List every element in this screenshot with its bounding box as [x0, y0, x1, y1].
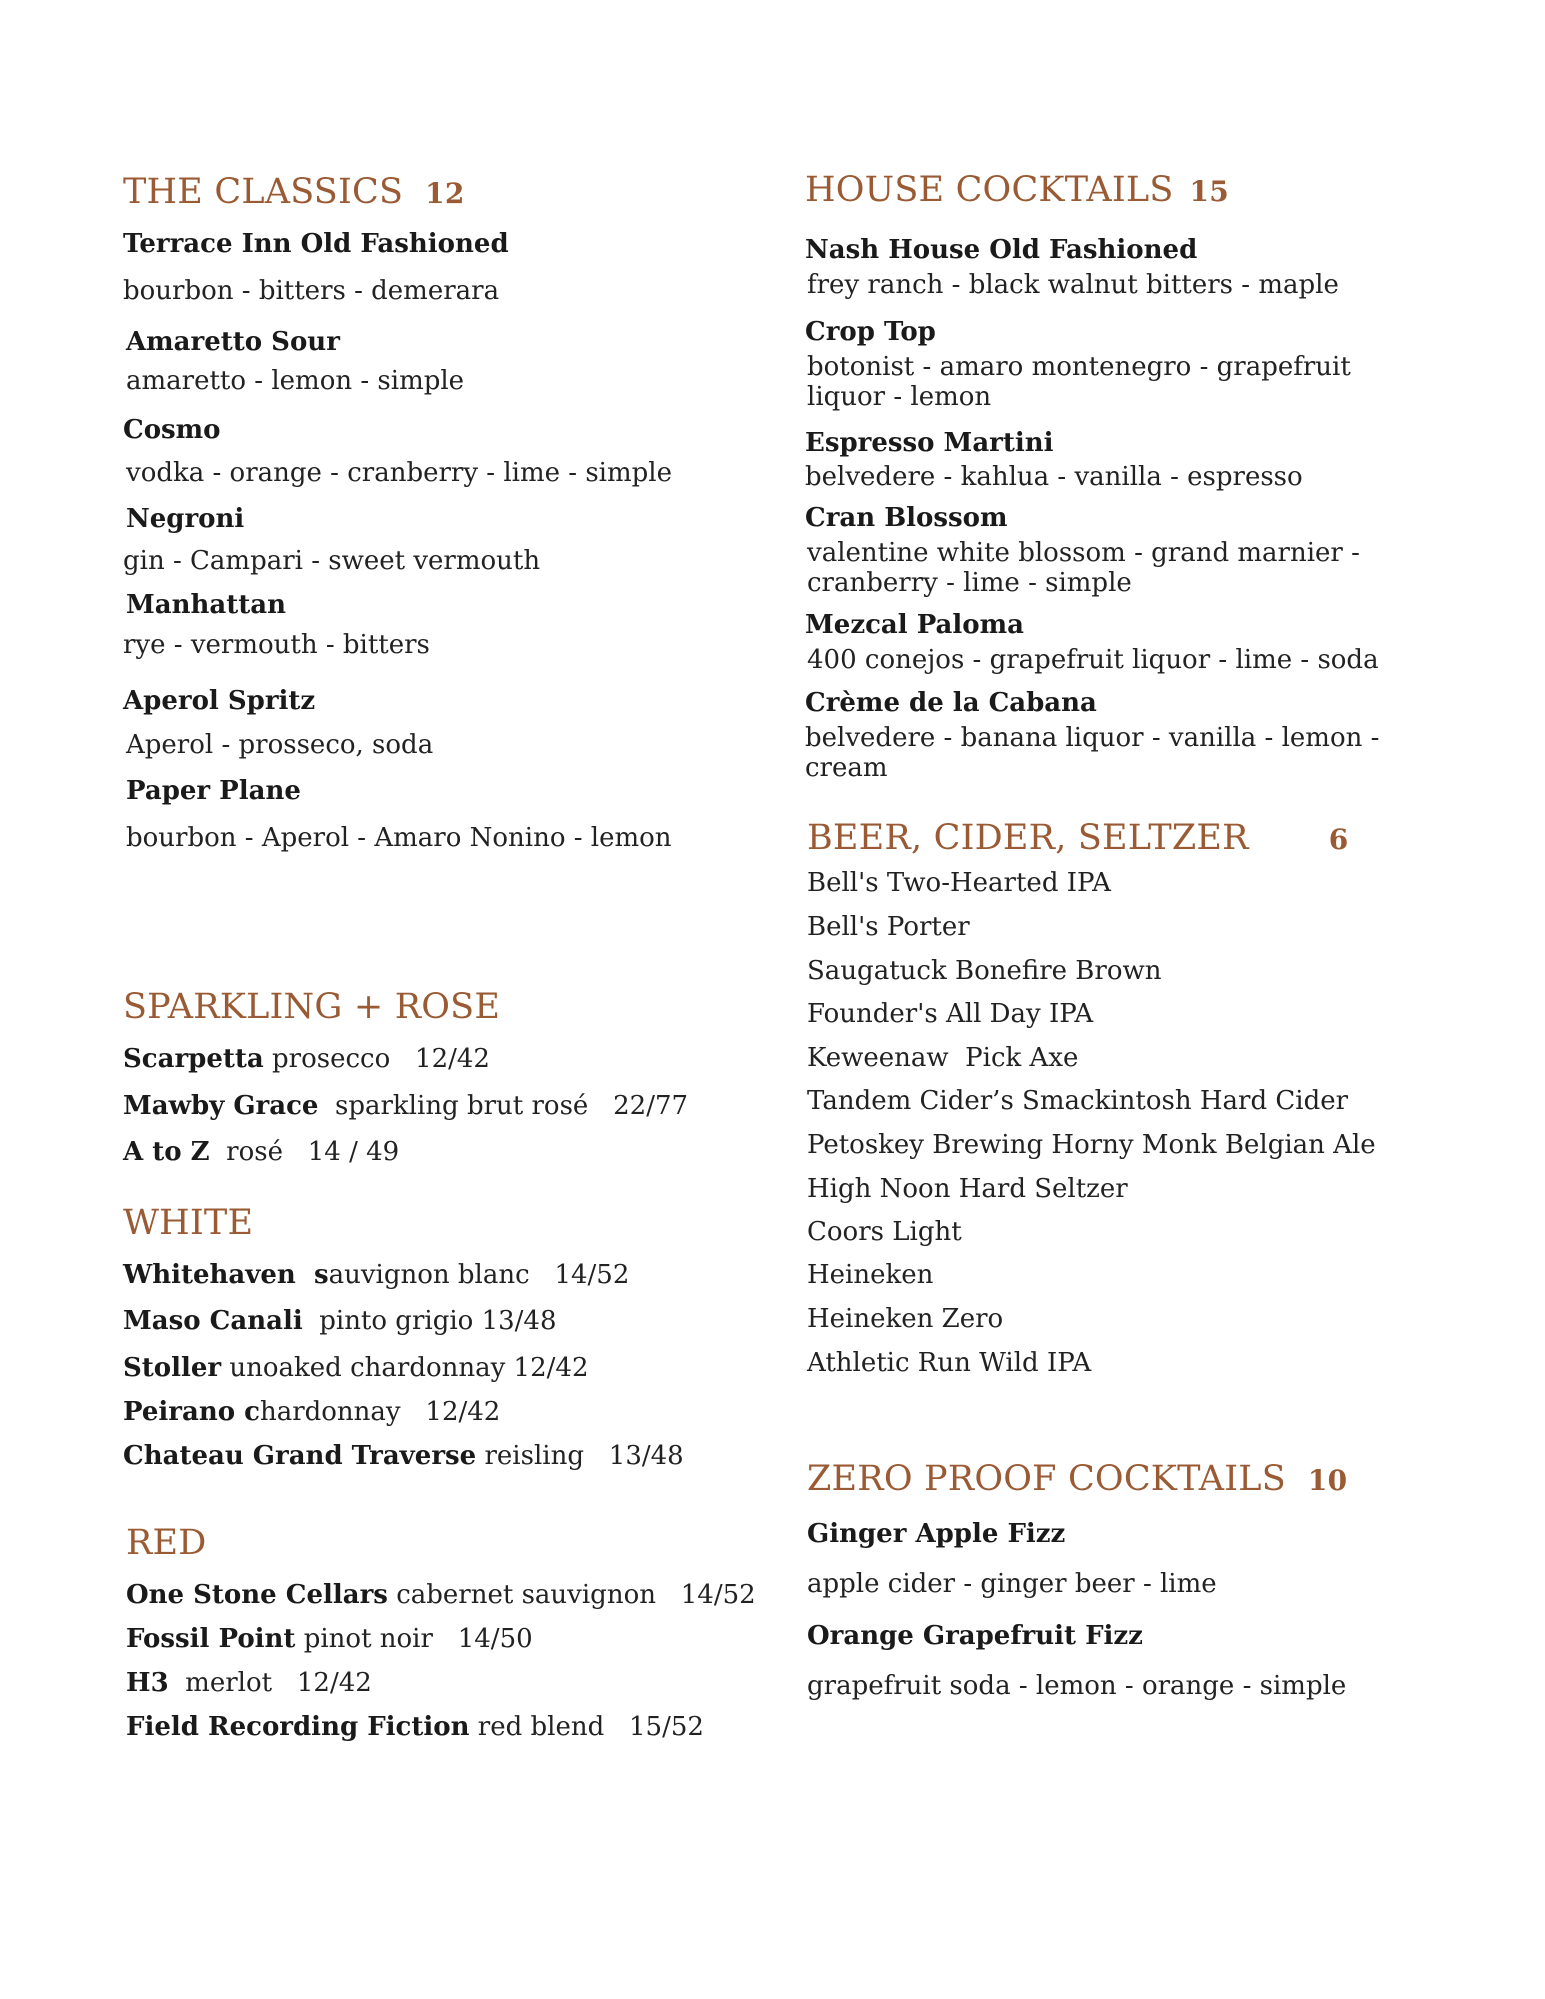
beer-item: Heineken Zero [807, 1304, 1004, 1334]
beer-title: BEER, CIDER, SELTZER [807, 818, 1249, 858]
red-title: RED [126, 1523, 207, 1563]
sparkling-heading [123, 987, 500, 1027]
beer-item: Keweenaw Pick Axe [807, 1043, 1079, 1073]
wine-detail: hardonnay 12/42 [259, 1397, 501, 1427]
wine-item [123, 1090, 688, 1122]
wine-detail: red blend 15/52 [469, 1712, 704, 1742]
zero-item-name: Ginger Apple Fizz [807, 1519, 1066, 1549]
classics-item-desc: amaretto - lemon - simple [126, 366, 465, 396]
wine-detail: reisling 13/48 [476, 1441, 684, 1471]
house-item-desc: frey ranch - black walnut bitters - maple [807, 270, 1339, 300]
beer-item: Coors Light [807, 1217, 962, 1247]
beer-item: Athletic Run Wild IPA [807, 1348, 1092, 1378]
wine-name: Fossil Point [126, 1624, 296, 1654]
house-title: HOUSE COCKTAILS [805, 170, 1174, 210]
classics-item-name: Cosmo [123, 415, 221, 445]
wine-detail: auvignon blanc 14/52 [328, 1260, 630, 1290]
wine-name: H3 [126, 1668, 169, 1698]
white-title: WHITE [123, 1203, 254, 1243]
wine-detail: unoaked chardonnay 12/42 [221, 1353, 589, 1383]
classics-item-name: Paper Plane [126, 776, 301, 806]
house-item-name: Mezcal Paloma [805, 610, 1024, 640]
beer-price: 6 [1328, 823, 1349, 856]
wine-item [123, 1136, 399, 1168]
house-heading [805, 170, 1229, 212]
wine-name: Field Recording Fiction [126, 1712, 470, 1742]
zero-price: 10 [1307, 1464, 1348, 1497]
wine-name: Mawby Grace [123, 1091, 319, 1121]
wine-name: A to Z [123, 1137, 210, 1167]
beer-item: Bell's Porter [807, 912, 970, 942]
wine-detail: sparkling brut rosé 22/77 [318, 1091, 689, 1121]
wine-item [123, 1259, 629, 1291]
zero-title: ZERO PROOF COCKTAILS [807, 1459, 1286, 1499]
sparkling-title: SPARKLING + ROSE [123, 987, 501, 1027]
house-item-desc: 400 conejos - grapefruit liquor - lime - soda [807, 645, 1379, 675]
classics-price: 12 [425, 177, 465, 210]
wine-item [126, 1623, 533, 1655]
classics-item-name: Aperol Spritz [123, 686, 316, 716]
classics-item-desc: gin - Campari - sweet vermouth [123, 546, 541, 576]
house-item-desc: belvedere - kahlua - vanilla - espresso [805, 462, 1303, 492]
wine-detail: pinot noir 14/50 [295, 1624, 533, 1654]
classics-item-desc: bourbon - Aperol - Amaro Nonino - lemon [126, 823, 672, 853]
wine-name: Chateau Grand Traverse [123, 1441, 477, 1471]
beer-item: High Noon Hard Seltzer [807, 1174, 1128, 1204]
classics-item-desc: rye - vermouth - bitters [123, 630, 430, 660]
zero-heading [807, 1459, 1347, 1501]
house-item-name: Cran Blossom [805, 503, 1008, 533]
classics-item-desc: bourbon - bitters - demerara [123, 276, 500, 306]
house-item-name: Espresso Martini [805, 428, 1054, 458]
wine-item [126, 1667, 372, 1699]
house-price: 15 [1189, 175, 1229, 208]
classics-item-desc: Aperol - prosseco, soda [126, 730, 434, 760]
beer-item: Tandem Cider’s Smackintosh Hard Cider [807, 1086, 1349, 1116]
classics-item-name: Amaretto Sour [126, 327, 340, 357]
wine-name: Stoller [123, 1353, 222, 1383]
house-item-desc: valentine white blossom - grand marnier - cranberry - lime - simple [807, 538, 1360, 598]
house-item-desc: botonist - amaro montenegro - grapefruit liquor - lemon [807, 352, 1351, 412]
wine-item [123, 1043, 490, 1075]
house-item-desc: belvedere - banana liquor - vanilla - lemon - cream [805, 723, 1380, 783]
red-heading [126, 1523, 207, 1563]
zero-item-desc: apple cider - ginger beer - lime [807, 1569, 1217, 1599]
wine-detail: rosé 14 / 49 [209, 1137, 400, 1167]
beer-item: Founder's All Day IPA [807, 999, 1094, 1029]
wine-detail: merlot 12/42 [168, 1668, 372, 1698]
white-heading [123, 1203, 253, 1243]
zero-item-name: Orange Grapefruit Fizz [807, 1621, 1143, 1651]
wine-item [126, 1711, 704, 1743]
wine-item [123, 1396, 500, 1428]
wine-detail: cabernet sauvignon 14/52 [387, 1580, 756, 1610]
classics-item-name: Negroni [126, 504, 245, 534]
beer-item: Heineken [807, 1260, 934, 1290]
wine-name: One Stone Cellars [126, 1580, 388, 1610]
wine-item [126, 1579, 756, 1611]
wine-item [123, 1352, 589, 1384]
wine-name: Peirano c [123, 1397, 260, 1427]
classics-item-name: Terrace Inn Old Fashioned [123, 229, 509, 259]
classics-title: THE CLASSICS [123, 172, 404, 212]
beer-item: Petoskey Brewing Horny Monk Belgian Ale [807, 1130, 1376, 1160]
beer-heading [807, 818, 1348, 860]
wine-item [123, 1440, 684, 1472]
wine-name: Scarpetta [123, 1044, 264, 1074]
wine-name: Whitehaven s [123, 1260, 329, 1290]
classics-heading [123, 172, 465, 214]
wine-detail: prosecco 12/42 [263, 1044, 490, 1074]
beer-item: Saugatuck Bonefire Brown [807, 956, 1162, 986]
house-item-name: Nash House Old Fashioned [805, 235, 1198, 265]
classics-item-desc: vodka - orange - cranberry - lime - simple [126, 458, 672, 488]
wine-name: Maso Canali [123, 1306, 303, 1336]
beer-item: Bell's Two-Hearted IPA [807, 868, 1111, 898]
house-item-name: Crop Top [805, 317, 936, 347]
zero-item-desc: grapefruit soda - lemon - orange - simple [807, 1671, 1347, 1701]
classics-item-name: Manhattan [126, 590, 287, 620]
wine-detail: pinto grigio 13/48 [302, 1306, 557, 1336]
wine-item [123, 1305, 557, 1337]
house-item-name: Crème de la Cabana [805, 688, 1097, 718]
